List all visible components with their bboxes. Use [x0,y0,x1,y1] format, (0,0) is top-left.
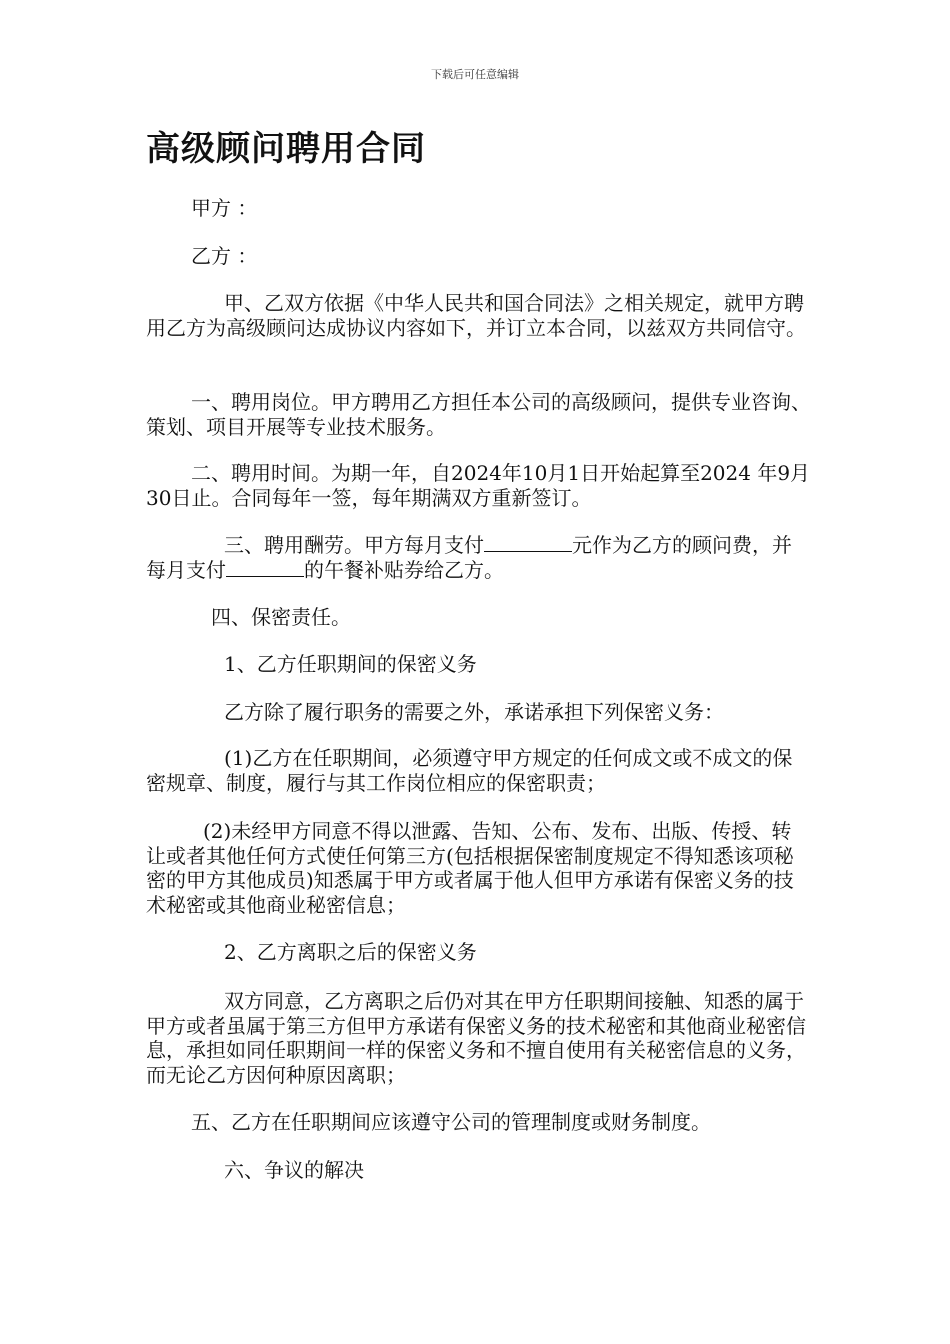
section-2-term: 二、聘用时间。为期一年，自2024年10月1日开始起算至2024 年9月30日止。合同每年一签，每年期满双方重新签订。 [146,461,811,510]
section-4-confidentiality: 四、保密责任。 [211,605,351,629]
item-1: (1)乙方在任职期间，必须遵守甲方规定的任何成文或不成文的保密规章、制度，履行与其工作岗位相应的保密职责； [146,746,793,795]
intro-paragraph: 甲、乙双方依据《中华人民共和国合同法》之相关规定，就甲方聘用乙方为高级顾问达成协议内容如下，并订立本合同，以兹双方共同信守。 [146,291,806,340]
subsection-2-title: 2、乙方离职之后的保密义务 [224,940,477,964]
section-3-text-2: 元作为乙方的顾问费，并每月支付 [146,533,792,582]
section-3-text-1: 三、聘用酬劳。甲方每月支付 [224,533,484,557]
subsection-1-intro: 乙方除了履行职务的需要之外，承诺承担下列保密义务： [224,700,724,724]
subsection-2-text: 双方同意，乙方离职之后仍对其在甲方任职期间接触、知悉的属于甲方或者虽属于第三方但甲方承诺有保密义务的技术秘密和其他商业秘密信息，承担如同任职期间一样的保密义务和不擅自使用有关秘密信息的义务，而无论乙方因何种原因离职； [146,989,806,1087]
subsection-1-title: 1、乙方任职期间的保密义务 [224,652,477,676]
party-a-line: 甲方 ： [191,196,258,220]
consulting-fee-blank[interactable] [484,533,572,552]
section-5-rules: 五、乙方在任职期间应该遵守公司的管理制度或财务制度。 [191,1110,711,1134]
section-3-remuneration [146,533,811,582]
item-2: (2)未经甲方同意不得以泄露、告知、公布、发布、出版、传授、转让或者其他任何方式使任何第三方(包括根据保密制度规定不得知悉该项秘密的甲方其他成员)知悉属于甲方或者属于他人但甲方承诺有保密义务的技术秘密或其他商业秘密信息； [146,819,794,917]
header-note: 下载后可任意编辑 [431,68,519,81]
lunch-subsidy-blank[interactable] [226,558,304,577]
document-title: 高级顾问聘用合同 [146,129,426,169]
section-6-disputes: 六、争议的解决 [224,1158,364,1182]
section-1-position: 一、聘用岗位。甲方聘用乙方担任本公司的高级顾问，提供专业咨询、策划、项目开展等专业技术服务。 [146,390,811,439]
party-b-line: 乙方 ： [191,244,258,268]
section-3-text-3: 的午餐补贴券给乙方。 [304,557,504,582]
